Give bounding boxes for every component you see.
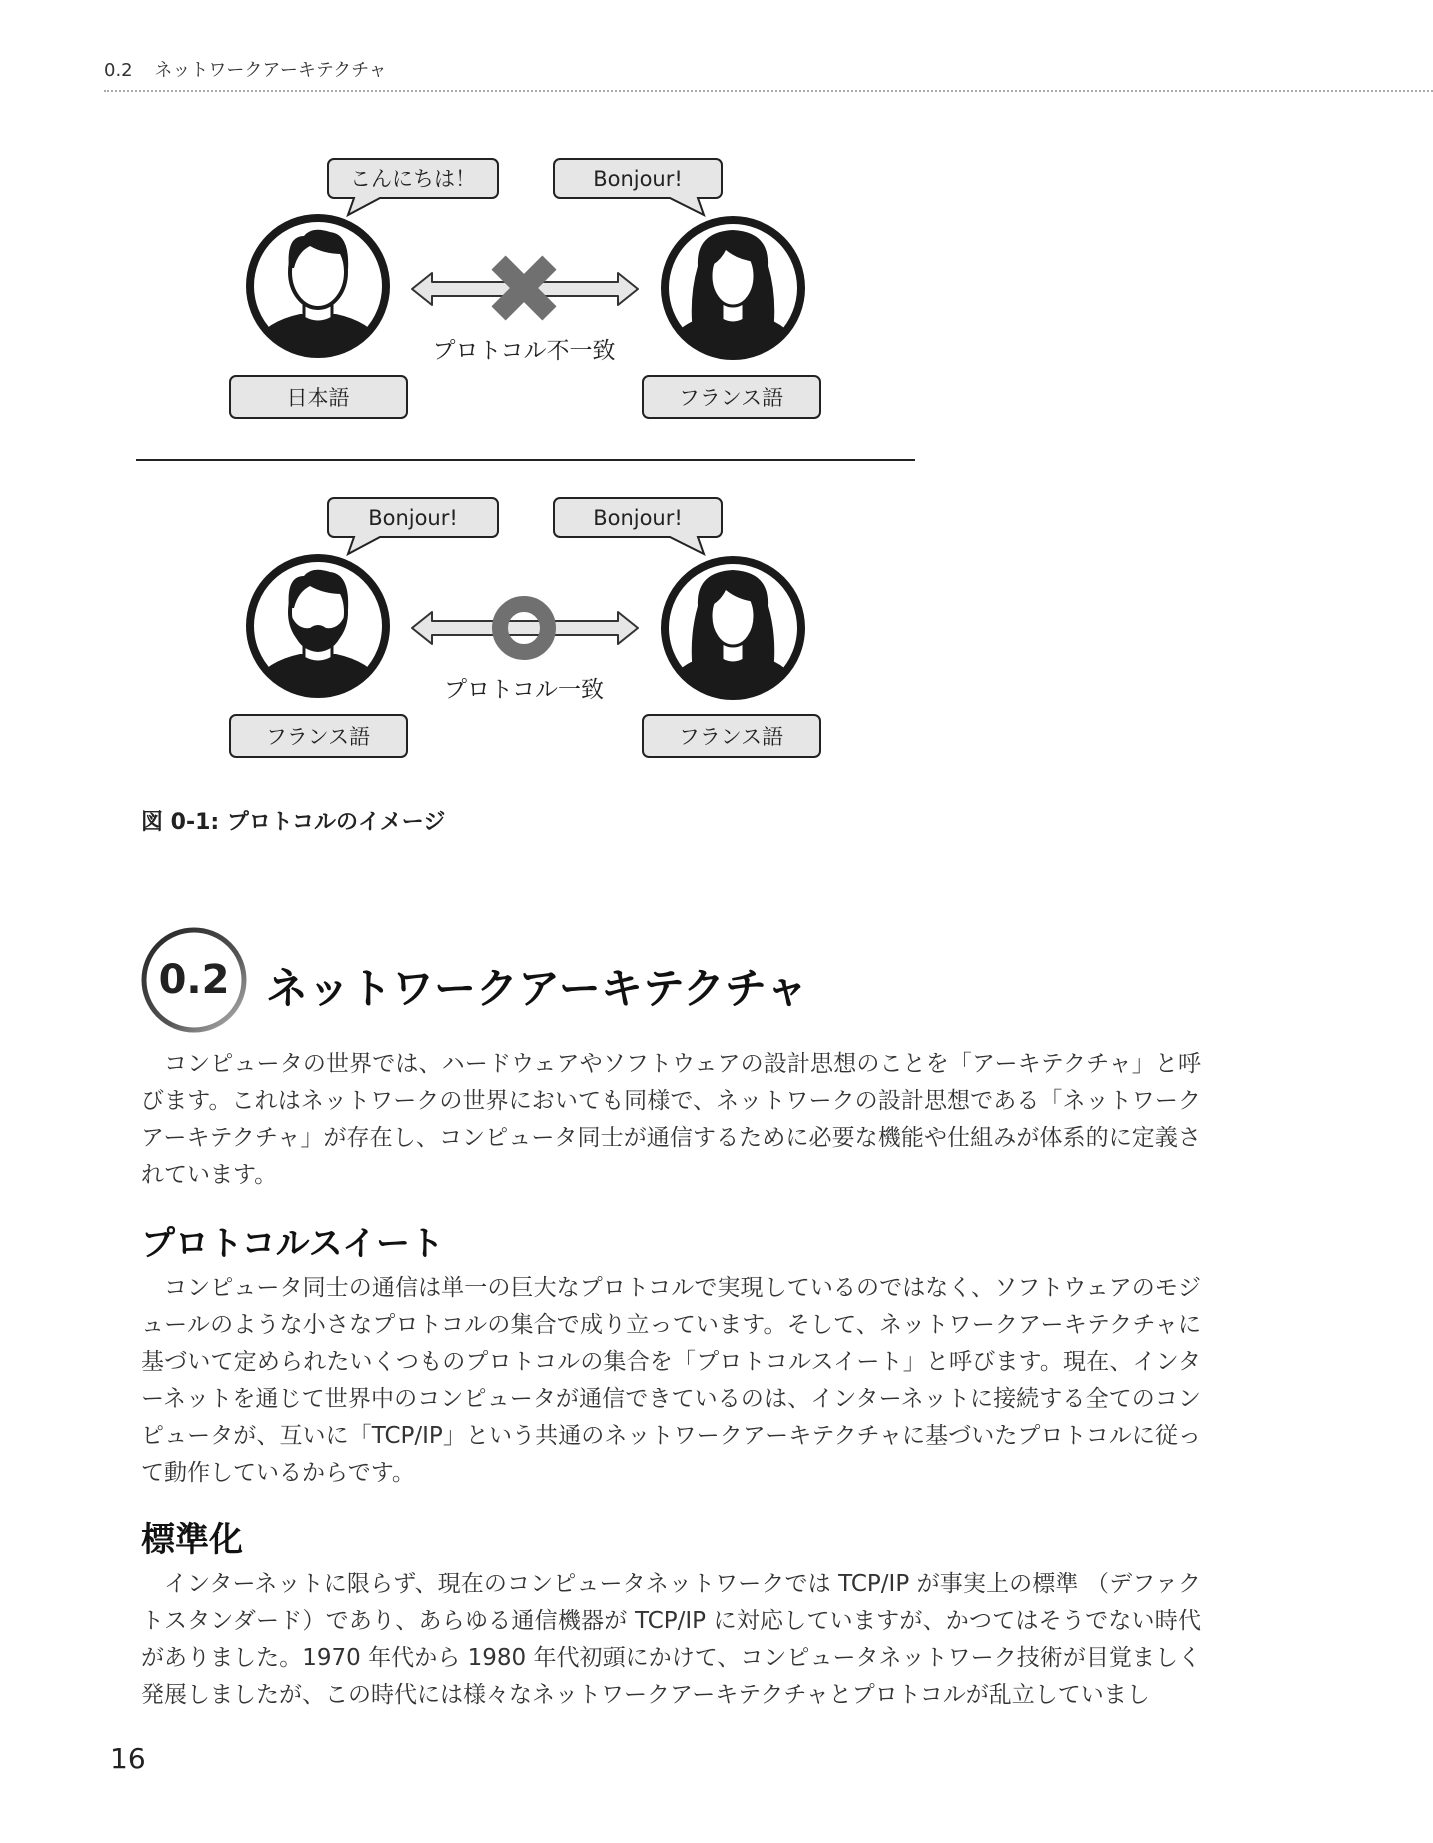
bottom-right-language-label	[643, 715, 820, 757]
section-intro-paragraph: コンピュータの世界では、ハードウェアやソフトウェアの設計思想のことを「アーキテクチャ」と呼びます。これはネットワークの世界においても同様で、ネットワークの設計思想である「ネットワークアーキテクチャ」が存在し、コンピュータ同士が通信するために必要な機能や仕組みが体系的に定義されています。	[141, 1051, 1201, 1188]
protocol-figure	[0, 0, 1433, 800]
running-header-title: ネットワークアーキテクチャ	[154, 60, 387, 81]
subsection-heading-protocol-suite: プロトコルスイート	[141, 1224, 444, 1264]
standardization-paragraph: インターネットに限らず、現在のコンピュータネットワークでは TCP/IP が事実上の標準 （デファクトスタンダード）であり、あらゆる通信機器が TCP/IP に対応していますが、かつてはそうでない時代がありました。1970 年代から 1980 年代初頭にかけて、コンピュータネットワーク技術が目覚ましく発展しましたが、この時代には様々なネットワークアーキテクチャとプロトコルが乱立していまし	[141, 1571, 1201, 1708]
top-right-speech-text: Bonjour!	[593, 167, 683, 191]
bottom-right-speech-bubble	[554, 498, 722, 554]
running-header-section: 0.2	[104, 60, 133, 81]
top-left-speech-bubble	[328, 159, 498, 215]
subsection-heading-standardization: 標準化	[141, 1520, 243, 1560]
bottom-left-language-text: フランス語	[265, 725, 371, 749]
bottom-panel	[230, 498, 820, 757]
protocol-suite-paragraph: コンピュータ同士の通信は単一の巨大なプロトコルで実現しているのではなく、ソフトウェアのモジュールのような小さなプロトコルの集合で成り立っています。そして、ネットワークアーキテクチャに基づいて定められたいくつものプロトコルの集合を「プロトコルスイート」と呼びます。現在、インターネットを通じて世界中のコンピュータが通信できているのは、インターネットに接続する全てのコンピュータが、互いに「TCP/IP」という共通のネットワークアーキテクチャに基づいたプロトコルに従って動作しているからです。	[141, 1275, 1201, 1486]
top-right-language-text: フランス語	[678, 386, 784, 410]
man-avatar-icon	[248, 218, 388, 360]
figure-caption: 図 0-1: プロトコルのイメージ	[141, 810, 446, 835]
bottom-left-speech-bubble	[328, 498, 498, 554]
section-title: ネットワークアーキテクチャ	[266, 964, 808, 1013]
top-left-language-label	[230, 376, 407, 418]
bottom-left-language-label	[230, 715, 407, 757]
section-number: 0.2	[158, 957, 230, 1003]
woman-avatar-icon	[664, 560, 802, 702]
bottom-right-language-text: フランス語	[678, 725, 784, 749]
bottom-relation-text: プロトコル一致	[443, 677, 605, 703]
top-right-speech-bubble	[554, 159, 722, 215]
bottom-right-speech-text: Bonjour!	[593, 506, 683, 530]
top-left-language-text: 日本語	[286, 386, 350, 410]
woman-avatar-icon	[664, 220, 802, 362]
top-left-speech-text: こんにちは！	[350, 167, 476, 191]
bottom-left-speech-text: Bonjour!	[368, 506, 458, 530]
bottom-double-arrow	[412, 612, 638, 644]
top-panel	[230, 159, 820, 418]
bearded-man-avatar-icon	[248, 558, 388, 700]
page-number: 16	[110, 1742, 146, 1775]
top-relation-text: プロトコル不一致	[432, 338, 616, 364]
top-right-language-label	[643, 376, 820, 418]
